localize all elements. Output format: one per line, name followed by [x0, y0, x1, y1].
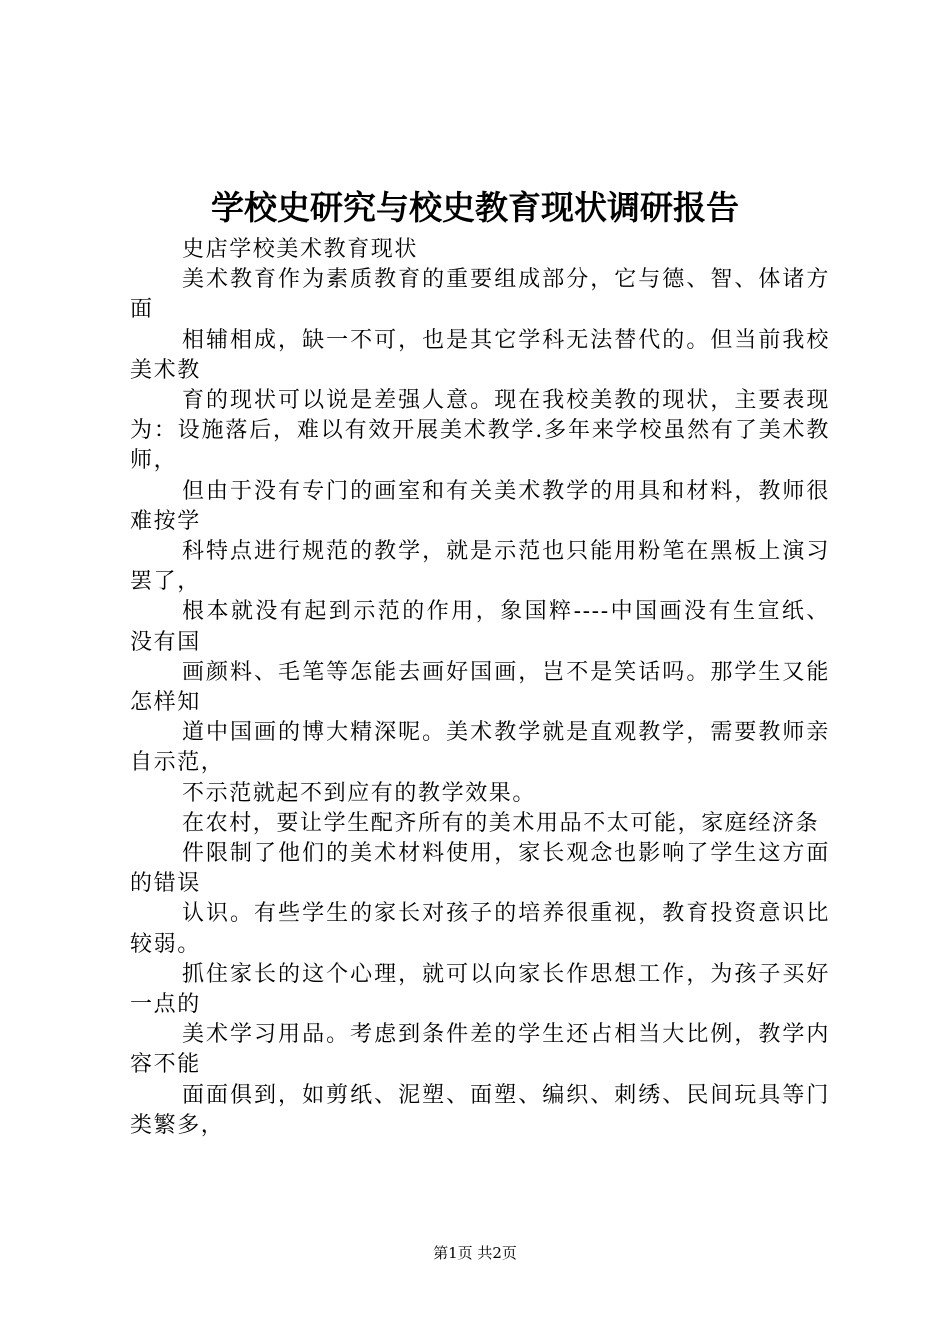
paragraph: 道中国画的博大精深呢。美术教学就是直观教学，需要教师亲自示范， — [130, 720, 830, 776]
paragraph: 相辅相成，缺一不可，也是其它学科无法替代的。但当前我校美术教 — [130, 327, 830, 383]
paragraph: 但由于没有专门的画室和有关美术教学的用具和材料，教师很难按学 — [130, 478, 830, 534]
paragraph: 认识。有些学生的家长对孩子的培养很重视，教育投资意识比较弱。 — [130, 901, 830, 957]
paragraph: 科特点进行规范的教学，就是示范也只能用粉笔在黑板上演习罢了， — [130, 539, 830, 595]
paragraph: 件限制了他们的美术材料使用，家长观念也影响了学生这方面的错误 — [130, 841, 830, 897]
paragraph: 在农村，要让学生配齐所有的美术用品不太可能，家庭经济条 — [182, 810, 820, 836]
paragraph: 美术学习用品。考虑到条件差的学生还占相当大比例，教学内容不能 — [130, 1022, 830, 1078]
paragraph: 画颜料、毛笔等怎能去画好国画，岂不是笑话吗。那学生又能怎样知 — [130, 659, 830, 716]
page-footer: 第1页 共2页 — [433, 1244, 517, 1262]
paragraph: 史店学校美术教育现状 — [182, 237, 419, 262]
paragraph: 不示范就起不到应有的教学效果。 — [182, 780, 537, 806]
paragraph: 根本就没有起到示范的作用，象国粹----中国画没有生宣纸、没有国 — [130, 599, 830, 655]
paragraph: 美术教育作为素质教育的重要组成部分，它与德、智、体诸方面 — [130, 267, 830, 323]
paragraph: 育的现状可以说是差强人意。现在我校美教的现状，主要表现为：设施落后，难以有效开展美术教学.多年来学校虽然有了美术教师， — [130, 388, 830, 474]
paragraph: 抓住家长的这个心理，就可以向家长作思想工作，为孩子买好一点的 — [130, 961, 830, 1018]
paragraph: 面面俱到，如剪纸、泥塑、面塑、编织、刺绣、民间玩具等门类繁多， — [130, 1082, 830, 1138]
document-title: 学校史研究与校史教育现状调研报告 — [211, 188, 739, 227]
document-body — [130, 235, 830, 1141]
